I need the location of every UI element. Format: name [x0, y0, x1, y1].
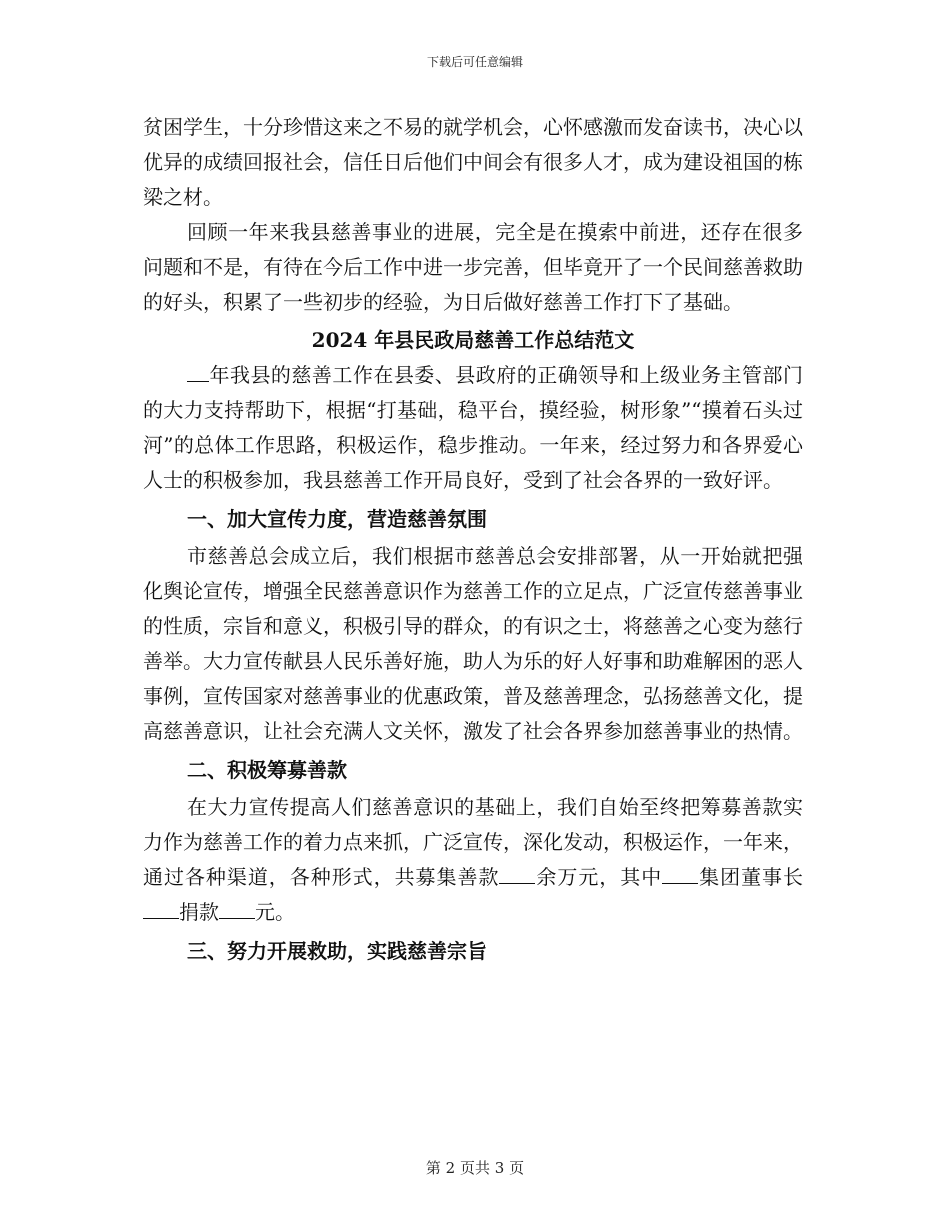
paragraph-5-text-b: 余万元，其中	[535, 865, 663, 889]
blank-underline	[219, 900, 255, 919]
page-footer: 第 2 页共 3 页	[425, 1159, 525, 1177]
section-title: 2024 年县民政局慈善工作总结范文	[311, 328, 635, 352]
document-body	[143, 110, 803, 971]
paragraph-5	[143, 790, 803, 930]
paragraph-5-text-e: 元。	[255, 900, 295, 924]
page-header: 下载后可任意编辑	[426, 55, 523, 69]
paragraph-3	[143, 358, 803, 498]
blank-underline	[143, 900, 179, 919]
blank-underline	[499, 865, 535, 884]
paragraph-5-text-a: 在大力宣传提高人们慈善意识的基础上，我们自始至终把筹募善款实力作为慈善工作的着力点来抓，广泛宣传，深化发动，积极运作，一年来，通过各种渠道，各种形式，共募集善款	[143, 795, 803, 889]
heading-1: 一、加大宣传力度，营造慈善氛围	[187, 507, 487, 531]
paragraph-5-text-d: 捐款	[179, 900, 219, 924]
blank-underline	[662, 865, 698, 884]
heading-2: 二、积极筹募善款	[187, 758, 347, 782]
paragraph-5-text-c: 集团董事长	[698, 865, 804, 889]
heading-3: 三、努力开展救助，实践慈善宗旨	[187, 939, 487, 963]
paragraph-4: 市慈善总会成立后，我们根据市慈善总会安排部署，从一开始就把强化舆论宣传，增强全民慈善意识作为慈善工作的立足点，广泛宣传慈善事业的性质，宗旨和意义，积极引导的群众，的有识之士，将慈善之心变为慈行善举。大力宣传献县人民乐善好施，助人为乐的好人好事和助难解困的恶人事例，宣传国家对慈善事业的优惠政策，普及慈善理念，弘扬慈善文化，提高慈善意识，让社会充满人文关怀，激发了社会各界参加慈善事业的热情。	[143, 544, 803, 743]
blank-underline	[187, 363, 209, 382]
paragraph-2: 回顾一年来我县慈善事业的进展，完全是在摸索中前进，还存在很多问题和不是，有待在今后工作中进一步完善，但毕竟开了一个民间慈善救助的好头，积累了一些初步的经验，为日后做好慈善工作打下了基础。	[143, 220, 803, 314]
paragraph-3-text: 年我县的慈善工作在县委、县政府的正确领导和上级业务主管部门的大力支持帮助下，根据“打基础，稳平台，摸经验，树形象”“摸着石头过河”的总体工作思路，积极运作，稳步推动。一年来，经过努力和各界爱心人士的积极参加，我县慈善工作开局良好，受到了社会各界的一致好评。	[143, 363, 803, 492]
paragraph-1: 贫困学生，十分珍惜这来之不易的就学机会，心怀感激而发奋读书，决心以优异的成绩回报社会，信任日后他们中间会有很多人才，成为建设祖国的栋梁之材。	[143, 115, 803, 209]
